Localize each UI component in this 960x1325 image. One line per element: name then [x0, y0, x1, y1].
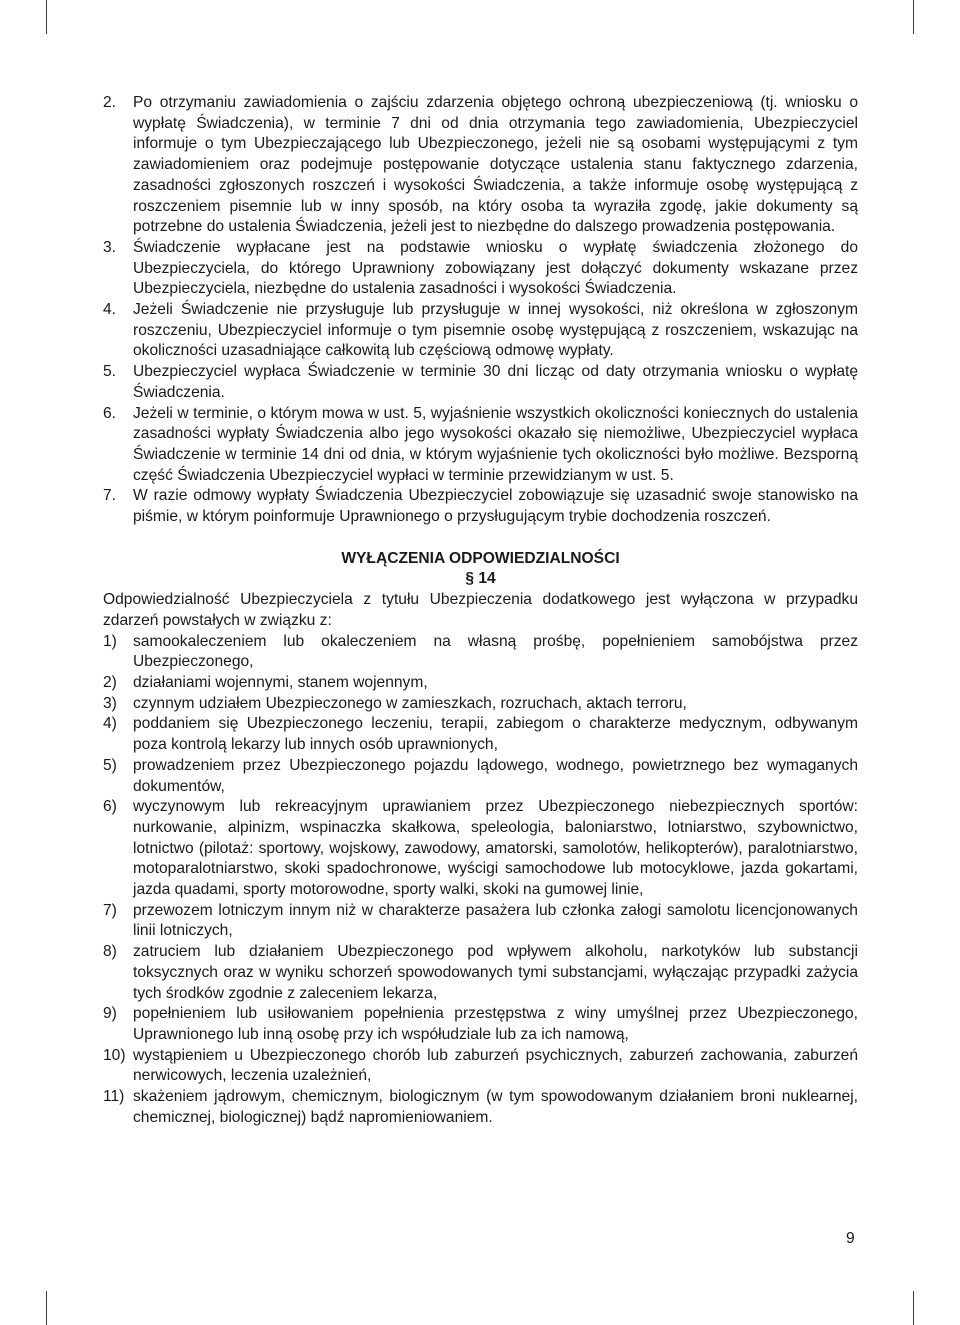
item-text: W razie odmowy wypłaty Świadczenia Ubezpieczyciel zobowiązuje się uzasadnić swoje stanowisko na piśmie, w którym poinformuje Uprawnionego o przysługującym trybie dochodzenia roszczeń.	[133, 487, 858, 526]
exclusion-text: wyczynowym lub rekreacyjnym uprawianiem przez Ubezpieczonego niebezpiecznych sportów: nurkowanie, alpinizm, wspinaczka skałkowa, speleologia, baloniarstwo, lotniarstwo, szybownictwo, lotnictwo (pilotaż: sportowy, wojskowy, zawodowy, amatorski, samolotów, helikopterów), paralotniarstwo, motoparalotniarstwo, skoki spadochronowe, wyścigi samochodowe lub motocyklowe, jazda gokartami, jazda quadami, sporty motorowodne, sporty walki, skoki na gumowej linie,	[133, 798, 858, 899]
section-heading: WYŁĄCZENIA ODPOWIEDZIALNOŚCI	[341, 549, 620, 567]
item-text: Świadczenie wypłacane jest na podstawie wniosku o wypłatę świadczenia złożonego do Ubezpieczyciela, do którego Uprawniony zobowiązany jest dołączyć dokumenty wskazane przez Ubezpieczyciela, niezbędne do ustalenia zasadności i wysokości Świadczenia.	[133, 238, 858, 298]
exclusion-item	[103, 1004, 858, 1045]
list-item	[103, 300, 858, 362]
intro-paragraph: Odpowiedzialność Ubezpieczyciela z tytułu Ubezpieczenia dodatkowego jest wyłączona w przypadku zdarzeń powstałych w związku z:	[103, 591, 858, 629]
list-item	[103, 404, 858, 487]
exclusion-number: 7)	[103, 901, 117, 919]
exclusion-number: 5)	[103, 756, 117, 774]
exclusion-item	[103, 942, 858, 1004]
crop-mark-bottom-left	[46, 1291, 47, 1325]
exclusion-number: 2)	[103, 673, 117, 691]
exclusion-text: samookaleczeniem lub okaleczeniem na własną prośbę, popełnieniem samobójstwa przez Ubezpieczonego,	[133, 632, 858, 671]
crop-mark-top-left	[46, 0, 47, 34]
exclusion-item	[103, 694, 858, 715]
item-number: 7.	[103, 487, 117, 505]
exclusion-text: zatruciem lub działaniem Ubezpieczonego pod wpływem alkoholu, narkotyków lub substancji toksycznych oraz w wyniku schorzeń spowodowanych tymi substancjami, wyłączając przypadki zażycia tych środków zgodnie z zaleceniem lekarza,	[133, 943, 858, 1002]
list-item	[103, 486, 858, 527]
exclusion-item	[103, 632, 858, 673]
item-number: 3.	[103, 238, 117, 256]
exclusion-number: 6)	[103, 798, 117, 816]
list-item	[103, 93, 858, 238]
exclusion-number: 10)	[103, 1046, 126, 1064]
spacer	[103, 528, 858, 549]
exclusion-text: przewozem lotniczym innym niż w charakterze pasażera lub członka załogi samolotu licencjonowanych linii lotniczych,	[133, 901, 858, 940]
exclusion-number: 1)	[103, 632, 117, 650]
exclusion-item	[103, 673, 858, 694]
exclusion-item	[103, 714, 858, 755]
exclusion-number: 3)	[103, 694, 117, 712]
item-text: Jeżeli w terminie, o którym mowa w ust. 5, wyjaśnienie wszystkich okoliczności koniecznych do ustalenia zasadności wypłaty Świadczenia albo jego wysokości okazało się niemożliwe, Ubezpieczyciel wypłaca Świadczenie w terminie 14 dni od dnia, w którym wyjaśnienie tych okoliczności było możliwe. Bezsporną część Świadczenia Ubezpieczyciel wypłaci w terminie przewidzianym w ust. 5.	[133, 404, 858, 484]
exclusion-text: skażeniem jądrowym, chemicznym, biologicznym (w tym spowodowanym działaniem broni nuklearnej, chemicznej, biologicznej) bądź napromieniowaniem.	[133, 1088, 858, 1126]
section-number: § 14	[465, 570, 496, 588]
crop-mark-bottom-right	[913, 1291, 914, 1325]
list-item	[103, 238, 858, 300]
exclusion-number: 8)	[103, 943, 117, 961]
item-number: 4.	[103, 301, 117, 319]
exclusion-text: poddaniem się Ubezpieczonego leczeniu, terapii, zabiegom o charakterze medycznym, odbywanym poza kontrolą lekarzy lub innych osób uprawnionych,	[133, 715, 858, 754]
exclusion-number: 11)	[103, 1088, 125, 1106]
item-text: Jeżeli Świadczenie nie przysługuje lub przysługuje w innej wysokości, niż określona w zgłoszonym roszczeniu, Ubezpieczyciel informuje o tym pisemnie osobę występującą z roszczeniem, wskazując na okoliczności uzasadniające całkowitą lub częściową odmowę wypłaty.	[133, 301, 858, 360]
item-text: Po otrzymaniu zawiadomienia o zajściu zdarzenia objętego ochroną ubezpieczeniową (tj. wniosku o wypłatę Świadczenia), w terminie 7 dni od dnia otrzymania tego zawiadomienia, Ubezpieczyciel informuje o tym Ubezpieczającego lub Ubezpieczonego, jeżeli nie są osobami występującymi z tym zawiadomieniem oraz podejmuje postępowanie dotyczące ustalenia stanu faktycznego zdarzenia, zasadności zgłoszonych roszczeń i wysokości Świadczenia, a także informuje osobę występującą z roszczeniem pisemnie lub w inny sposób, na który osoba ta wyraziła zgodę, jakie dokumenty są potrzebne do ustalenia Świadczenia, jeżeli jest to niezbędne do dalszego prowadzenia postępowania.	[133, 94, 858, 236]
exclusion-item	[103, 797, 858, 901]
item-number: 5.	[103, 363, 117, 381]
exclusion-item	[103, 901, 858, 942]
item-number: 2.	[103, 94, 117, 111]
exclusion-text: popełnieniem lub usiłowaniem popełnienia przestępstwa z winy umyślnej przez Ubezpieczonego, Uprawnionego lub inną osobę przy ich współudziale lub za ich namową,	[133, 1005, 858, 1043]
exclusion-text: czynnym udziałem Ubezpieczonego w zamieszkach, rozruchach, aktach terroru,	[133, 694, 687, 712]
crop-mark-top-right	[913, 0, 914, 34]
exclusion-item	[103, 1087, 858, 1128]
exclusion-item	[103, 756, 858, 797]
exclusion-number: 9)	[103, 1005, 117, 1023]
exclusion-item	[103, 1046, 858, 1087]
exclusion-text: prowadzeniem przez Ubezpieczonego pojazdu lądowego, wodnego, powietrznego bez wymaganych dokumentów,	[133, 756, 858, 795]
page-number: 9	[846, 1230, 855, 1247]
exclusion-number: 4)	[103, 715, 117, 733]
exclusion-text: działaniami wojennymi, stanem wojennym,	[133, 673, 428, 691]
item-number: 6.	[103, 404, 117, 422]
exclusion-text: wystąpieniem u Ubezpieczonego chorób lub zaburzeń psychicznych, zaburzeń zachowania, zaburzeń nerwicowych, leczenia uzależnień,	[133, 1046, 858, 1085]
list-item	[103, 362, 858, 403]
item-text: Ubezpieczyciel wypłaca Świadczenie w terminie 30 dni licząc od daty otrzymania wniosku o wypłatę Świadczenia.	[133, 363, 858, 401]
document-body	[103, 93, 858, 1128]
